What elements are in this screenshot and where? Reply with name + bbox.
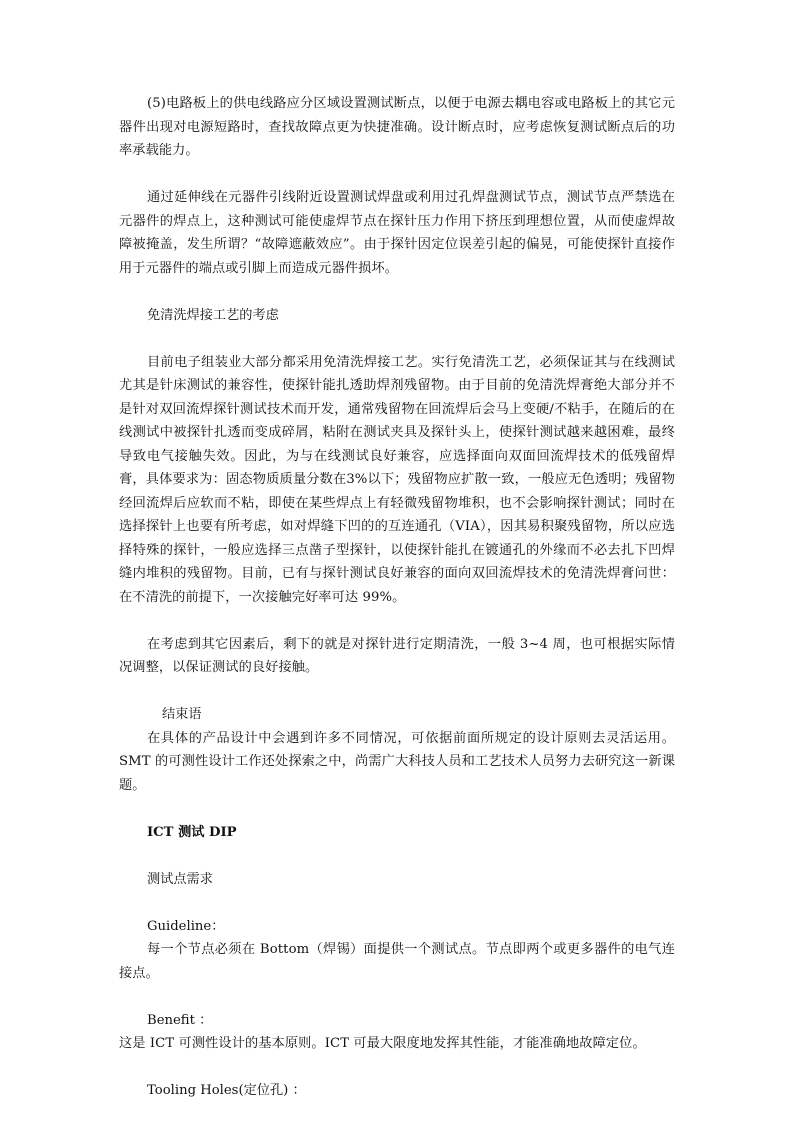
paragraph-no-clean-process: 目前电子组装业大部分都采用免清洗焊接工艺。实行免清洗工艺，必须保证其与在线测试尤其是针床测试的兼容性，使探针能扎透助焊剂残留物。由于目前的免清洗焊膏绝大部分并不是针对双回流焊探针测试技术而开发，通常残留物在回流焊后会马上变硬/不粘手，在随后的在线测试中被探针扎透而变成碎屑，粘附在测试夹具及探针头上，使探针测试越来越困难，最终导致电气接触失效。因此，为与在线测试良好兼容，应选择面向双面回流焊技术的低残留焊膏，具体要求为：固态物质质量分数在3%以下；残留物应扩散一致，一般应无色透明；残留物经回流焊后应软而不粘，即使在某些焊点上有轻微残留物堆积，也不会影响探针测试；同时在选择探针上也要有所考虑，如对焊缝下凹的的互连通孔（VIA），因其易积聚残留物，所以应选择特殊的探针，一般应选择三点凿子型探针，以使探针能扎在镀通孔的外缘而不必去扎下凹焊缝内堆积的残留物。目前，已有与探针测试良好兼容的面向双回流焊技术的免清洗焊膏问世：在不清洗的前提下，一次接触完好率可达 99%。	[119, 354, 675, 605]
heading-conclusion: 结束语	[162, 707, 202, 722]
heading-ict-test-dip: ICT 测试 DIP	[147, 824, 237, 840]
document-page	[119, 92, 675, 1103]
paragraph-probe-cleaning: 在考虑到其它因素后，剩下的就是对探针进行定期清洗，一般 3~4 周，也可根据实际情况调整，以保证测试的良好接触。	[119, 636, 675, 675]
paragraph-guideline: 每一个节点必须在 Bottom（焊锡）面提供一个测试点。节点即两个或更多器件的电气连接点。	[119, 942, 675, 981]
heading-no-clean-soldering: 免清洗焊接工艺的考虑	[147, 307, 279, 323]
label-tooling-holes: Tooling Holes(定位孔) ：	[147, 1083, 306, 1098]
paragraph-conclusion: 在具体的产品设计中会遇到许多不同情况，可依据前面所规定的设计原则去灵活运用。SMT 的可测性设计工作还处探索之中，尚需广大科技人员和工艺技术人员努力去研究这一新课题。	[119, 730, 675, 793]
label-benefit: Benefit ：	[147, 1012, 213, 1028]
paragraph-benefit: 这是 ICT 可测性设计的基本原则。ICT 可最大限度地发挥其性能，才能准确地故障定位。	[119, 1036, 646, 1051]
paragraph-test-pads: 通过延伸线在元器件引线附近设置测试焊盘或利用过孔焊盘测试节点，测试节点严禁选在元器件的焊点上，这种测试可能使虚焊节点在探针压力作用下挤压到理想位置，从而使虚焊故障被掩盖，发生所谓？“故障遮蔽效应”。由于探针因定位误差引起的偏晃，可能使探针直接作用于元器件的端点或引脚上而造成元器件损坏。	[119, 190, 675, 276]
label-guideline: Guideline：	[147, 918, 225, 934]
heading-test-point-requirements: 测试点需求	[147, 871, 213, 887]
paragraph-power-breakpoints: (5)电路板上的供电线路应分区域设置测试断点，以便于电源去耦电容或电路板上的其它元器件出现对电源短路时，查找故障点更为快捷准确。设计断点时，应考虑恢复测试断点后的功率承载能力。	[119, 96, 675, 158]
